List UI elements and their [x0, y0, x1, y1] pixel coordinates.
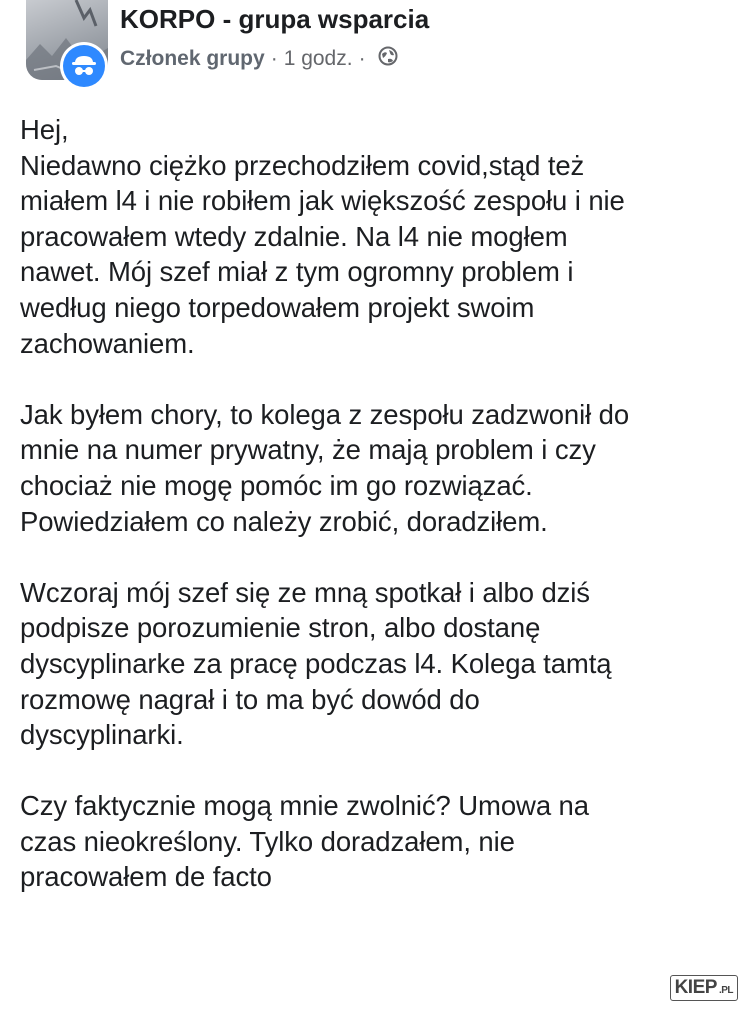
- text-line: podpisze porozumienie stron, albo dostanę: [20, 612, 541, 644]
- watermark-text: KIEP: [674, 977, 717, 998]
- text-line: dyscyplinarke za pracę podczas l4. Kolega tamtą: [20, 647, 612, 679]
- group-name-link[interactable]: KORPO - grupa wsparcia: [120, 4, 430, 34]
- text-line: pracowałem de facto: [20, 861, 272, 893]
- text-line: rozmowę nagrał i to ma być dowód do: [20, 683, 480, 715]
- text-line: chociaż nie mogę pomóc im go rozwiązać.: [20, 469, 533, 501]
- text-line: Jak byłem chory, to kolega z zespołu zadzwonił do: [20, 398, 630, 430]
- paragraph-3: [20, 575, 738, 753]
- text-line: pracowałem wtedy zdalnie. Na l4 nie mogłem: [20, 220, 568, 252]
- watermark-suffix: .PL: [718, 985, 733, 996]
- text-line: miałem l4 i nie robiłem jak większość zespołu i nie: [20, 185, 625, 217]
- text-line: nawet. Mój szef miał z tym ogromny problem i: [20, 256, 574, 288]
- text-line: Czy faktycznie mogą mnie zwolnić? Umowa na: [20, 790, 589, 822]
- text-line: zachowaniem.: [20, 327, 195, 359]
- text-line: czas nieokreślony. Tylko doradzałem, nie: [20, 825, 515, 857]
- post-header: [26, 0, 726, 96]
- meta-separator-2: ·: [358, 47, 366, 70]
- paragraph-2: [20, 397, 738, 539]
- globe-icon: [378, 46, 398, 72]
- post-text: [20, 112, 738, 895]
- text-line: mnie na numer prywatny, że mają problem i czy: [20, 434, 596, 466]
- meta-separator: ·: [270, 47, 278, 70]
- anonymous-member-icon: [63, 45, 105, 87]
- member-role: Członek grupy: [120, 47, 265, 70]
- text-line: Wczoraj mój szef się ze mną spotkał i albo dziś: [20, 576, 590, 608]
- paragraph-4: [20, 788, 738, 895]
- member-avatar[interactable]: [60, 42, 108, 90]
- text-line: według niego torpedowałem projekt swoim: [20, 291, 535, 323]
- text-line: Hej,: [20, 114, 69, 145]
- post-meta: [120, 46, 398, 72]
- text-line: dyscyplinarki.: [20, 719, 184, 751]
- paragraph-1: [20, 112, 738, 361]
- post-time-link[interactable]: 1 godz.: [283, 47, 353, 70]
- site-watermark: [670, 975, 738, 1001]
- text-line: Powiedziałem co należy zrobić, doradziłem.: [20, 505, 548, 537]
- text-line: Niedawno ciężko przechodziłem covid,stąd też: [20, 149, 585, 181]
